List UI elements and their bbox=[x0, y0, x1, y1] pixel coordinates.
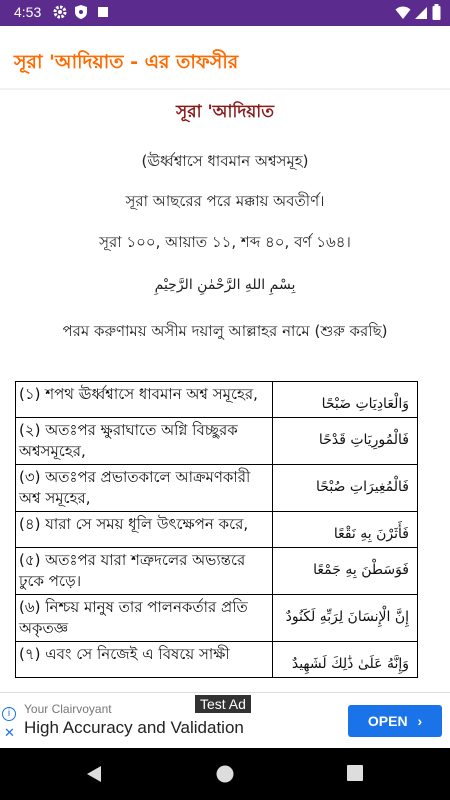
ad-advertiser: Your Clairvoyant bbox=[24, 702, 112, 716]
ad-open-button[interactable] bbox=[348, 705, 442, 737]
ad-info-icon[interactable]: i bbox=[2, 707, 16, 721]
ayah-translation: (১) শপথ ঊর্ধ্বশ্বাসে ধাবমান অশ্ব সমূহের, bbox=[16, 382, 273, 418]
ayah-translation: (৬) নিশ্চয় মানুষ তার পালনকর্তার প্রতি অকৃতজ্ঞ bbox=[16, 595, 273, 642]
bismillah-translation: পরম করুণাময় অসীম দয়ালু আল্লাহর নামে (শুরু করছি) bbox=[62, 322, 388, 340]
table-row bbox=[16, 465, 418, 512]
ayah-table bbox=[15, 381, 418, 678]
ayah-translation: (৫) অতঃপর যারা শত্রুদলের অভ্যন্তরে ঢুকে পড়ে। bbox=[16, 548, 273, 595]
home-icon[interactable] bbox=[216, 765, 234, 787]
table-row bbox=[16, 595, 418, 642]
ayah-translation: (২) অতঃপর ক্ষুরাঘাতে অগ্নি বিচ্ছুরক অশ্বসমূহের, bbox=[16, 418, 273, 465]
status-bar bbox=[0, 0, 450, 26]
signal-icon bbox=[414, 5, 428, 24]
surah-meaning: (ঊর্ধ্বশ্বাসে ধাবমান অশ্বসমূহ) bbox=[141, 152, 309, 170]
shield-icon bbox=[74, 4, 88, 24]
bismillah-arabic: بِسْمِ اللهِ الرَّحْمٰنِ الرَّحِيْمِ bbox=[154, 277, 296, 293]
content-area[interactable] bbox=[0, 26, 450, 692]
ayah-translation: (৭) এবং সে নিজেই এ বিষয়ে সাক্ষী bbox=[16, 642, 273, 678]
ad-banner[interactable] bbox=[0, 692, 450, 749]
revelation-info: সূরা আছরের পরে মক্কায় অবতীর্ণ। bbox=[125, 192, 325, 210]
table-row bbox=[16, 382, 418, 418]
nav-bar bbox=[0, 748, 450, 800]
chevron-right-icon: › bbox=[417, 713, 423, 729]
ayah-arabic: فَالْمُغِيرَاتِ صُبْحًا bbox=[273, 465, 418, 512]
ad-headline[interactable]: High Accuracy and Validation bbox=[24, 718, 244, 737]
square-icon bbox=[96, 4, 110, 24]
ad-open-label: OPEN bbox=[367, 713, 408, 729]
ayah-arabic: فَأَثَرْنَ بِهِ نَقْعًا bbox=[273, 512, 418, 548]
page-title: সূরা 'আদিয়াত - এর তাফসীর bbox=[14, 51, 239, 73]
ayah-arabic: فَالْمُورِيَاتِ قَدْحًا bbox=[273, 418, 418, 465]
battery-icon bbox=[432, 4, 441, 24]
title-divider bbox=[0, 88, 450, 90]
ayah-arabic: إِنَّ الْإِنسَانَ لِرَبِّهِ لَكَنُودٌ bbox=[273, 595, 418, 642]
wifi-icon bbox=[395, 5, 411, 24]
table-row bbox=[16, 548, 418, 595]
back-icon[interactable] bbox=[86, 765, 102, 787]
ayah-translation: (৩) অতঃপর প্রভাতকালে আক্রমণকারী অশ্ব সমূহের, bbox=[16, 465, 273, 512]
test-ad-badge: Test Ad bbox=[195, 695, 251, 713]
ad-close-icon[interactable]: ✕ bbox=[4, 725, 15, 740]
status-time: 4:53 bbox=[14, 4, 42, 20]
recents-icon[interactable] bbox=[347, 765, 363, 785]
surah-stats: সূরা ১০০, আয়াত ১১, শব্দ ৪০, বর্ণ ১৬৪। bbox=[99, 233, 351, 251]
table-row bbox=[16, 512, 418, 548]
ayah-arabic: فَوَسَطْنَ بِهِ جَمْعًا bbox=[273, 548, 418, 595]
ayah-arabic: وَالْعَادِيَاتِ ضَبْحًا bbox=[273, 382, 418, 418]
gear-icon bbox=[52, 4, 68, 24]
ayah-translation: (৪) যারা সে সময় ধূলি উৎক্ষেপন করে, bbox=[16, 512, 273, 548]
ayah-arabic: وَإِنَّهُ عَلَىٰ ذَٰلِكَ لَشَهِيدٌ bbox=[273, 642, 418, 678]
surah-name: সূরা 'আদিয়াত bbox=[176, 102, 274, 122]
table-row bbox=[16, 418, 418, 465]
table-row bbox=[16, 642, 418, 678]
